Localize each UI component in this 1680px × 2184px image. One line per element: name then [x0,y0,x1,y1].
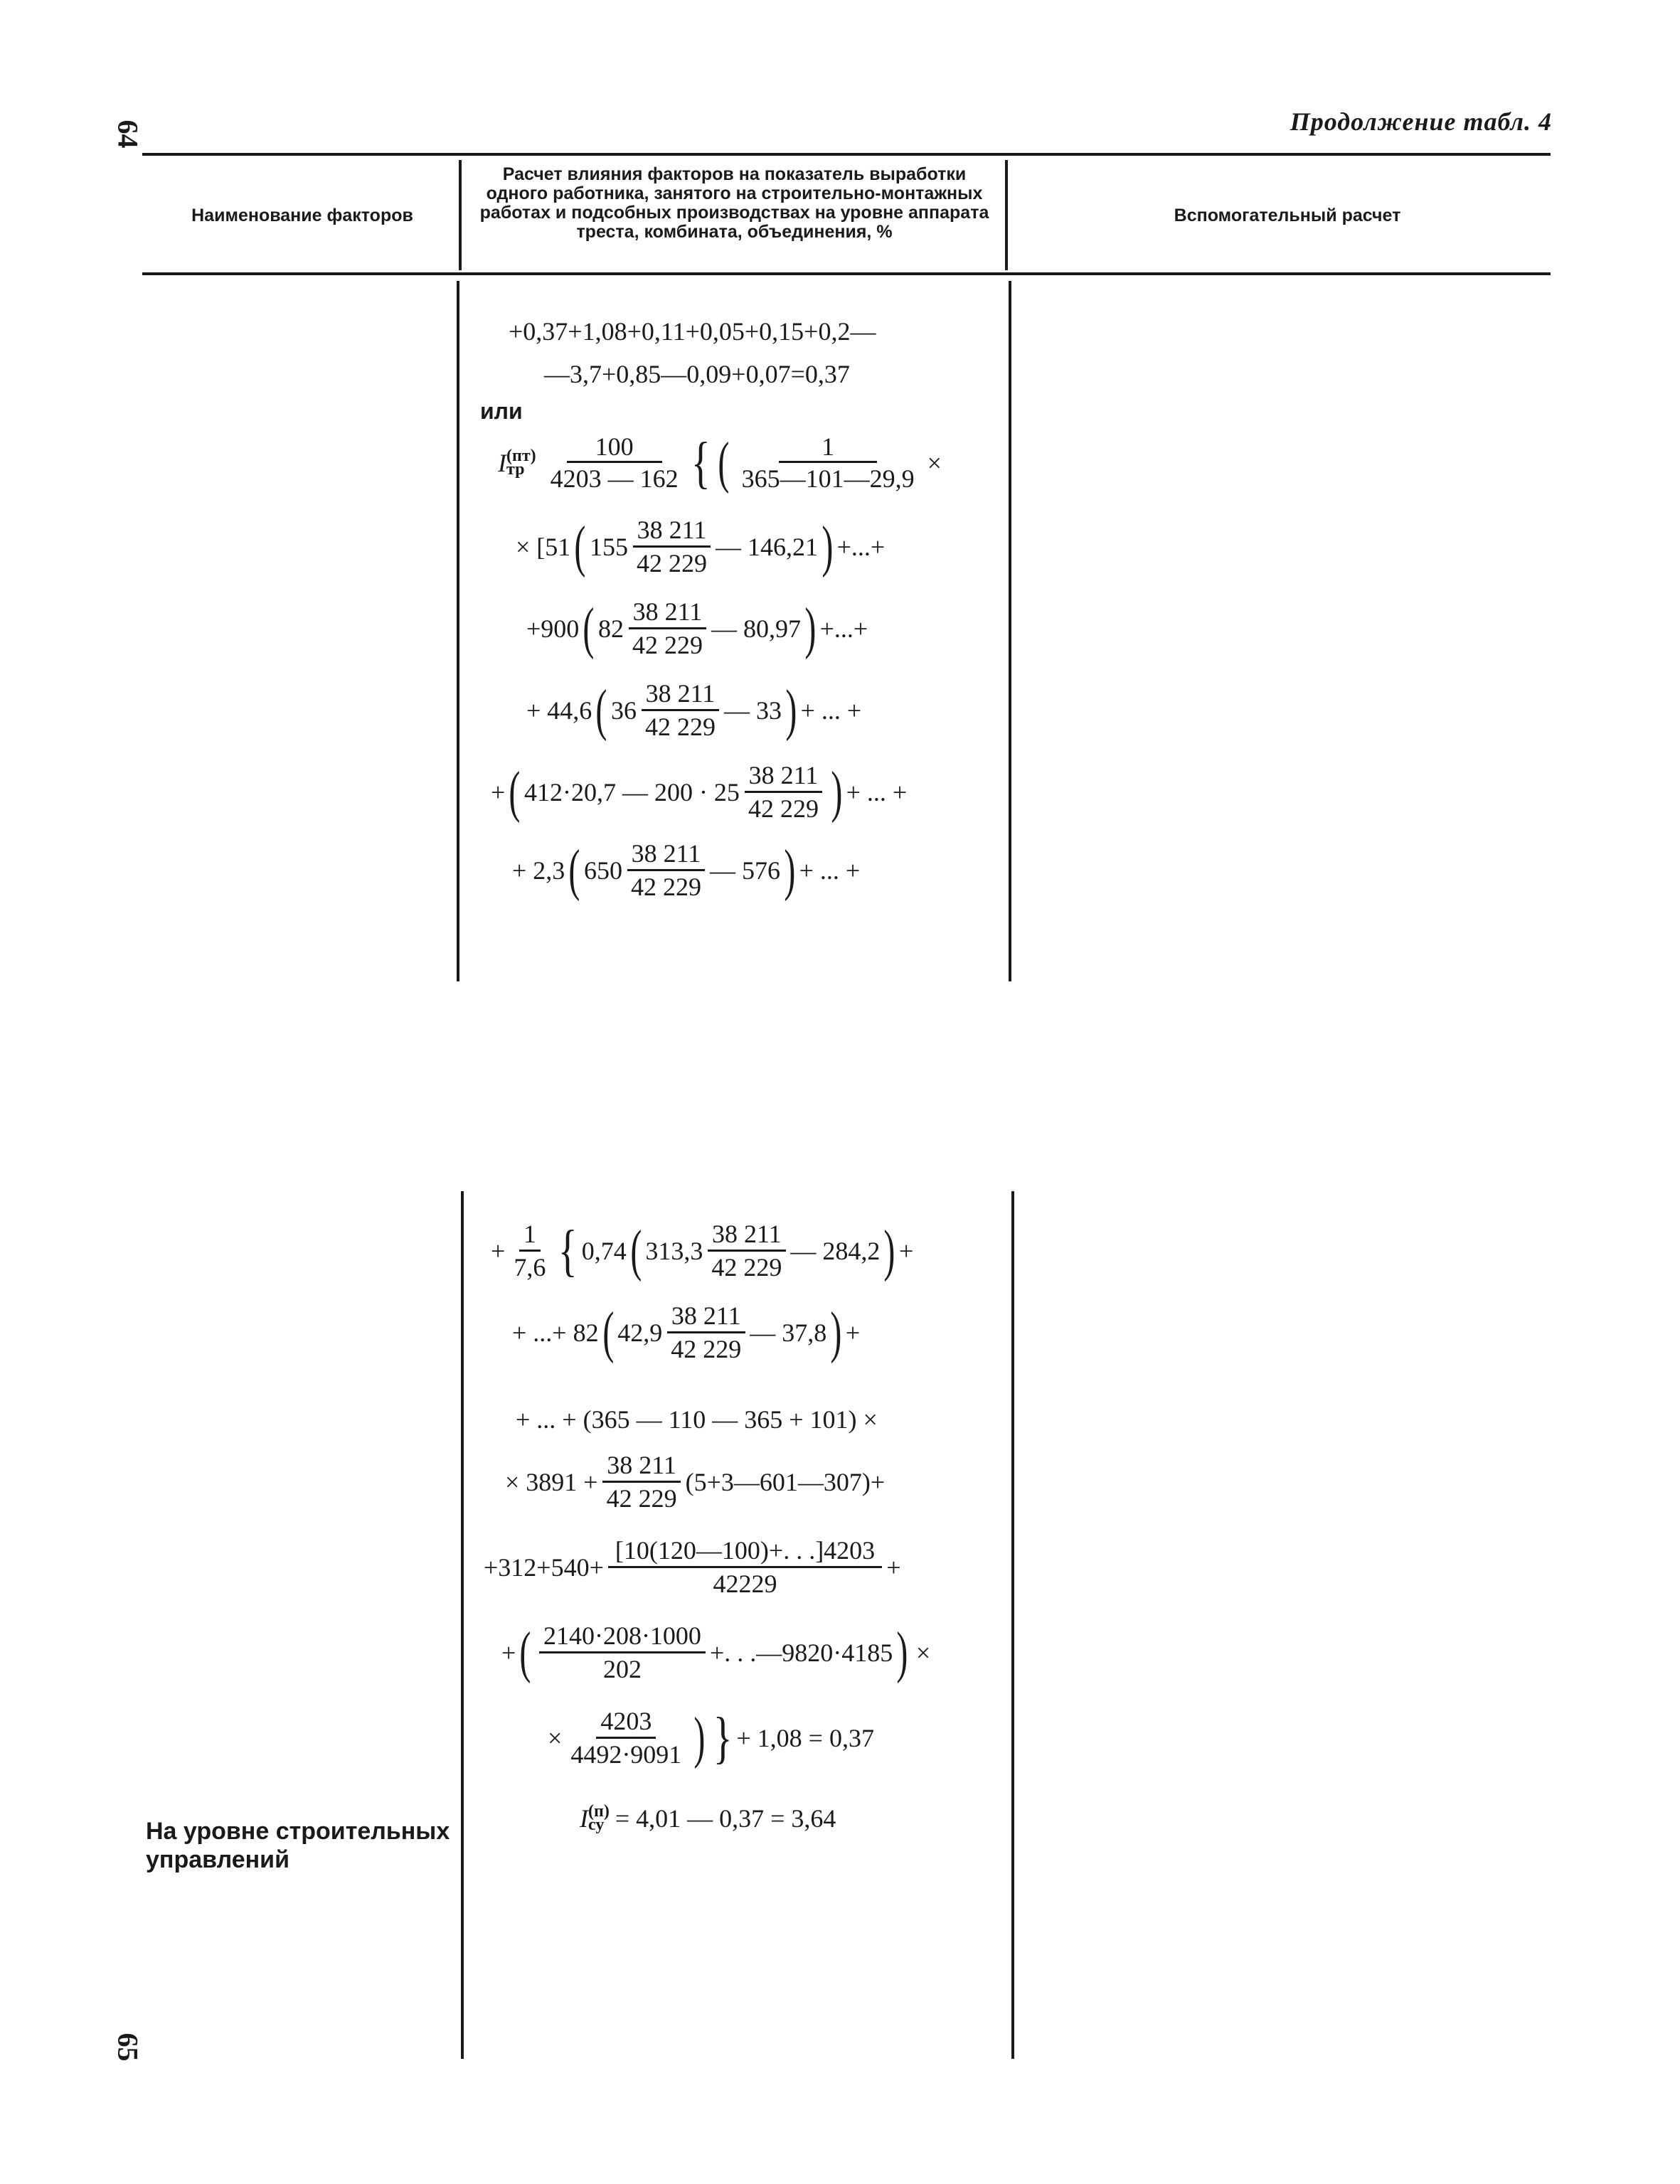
header-col-calculation: Расчет влияния факторов на показатель выработки одного работника, занятого на строительно-монтажных работах и подсобных производствах на уровне аппарата треста, комбината, объединения, % [479,164,989,242]
index-letter: I [498,448,506,477]
block1-divider-1 [457,281,459,981]
fraction-1-7-6: $\frac{1}{7,6}$ [514,1220,546,1282]
fraction-38211: $\frac{38 211}{42 229}$ [707,1220,786,1282]
fraction-38211: $\frac{38 211}{42 229}$ [641,679,720,741]
formula2-line-3: + ... + (365 — 110 — 365 + 101) × [516,1405,878,1434]
formula-text: +0,37+1,08+0,11+0,05+0,15+0,2— [509,317,876,346]
formula-row-6: + 2,3 ( 650 $\frac{38 211}{42 229}$ — 576 ) + ... + [512,838,861,902]
formula-row-2: × [51 ( 155 $\frac{38 211}{42 229}$ — 146,21 ) +...+ [516,515,886,578]
block2-divider-1 [461,1191,464,2059]
page-number-bottom: 65 [112,2033,144,2062]
fraction-2140: $\frac{2140\cdot 208\cdot 1000}{202}$ [539,1621,706,1683]
formula2-line-5: +312+540+ $\frac{[10(120—100)+. . .]4203}{42229}$ + [484,1536,901,1598]
formula-index-line [498,432,946,493]
header-col-auxiliary: Вспомогательный расчет [1174,206,1401,225]
fraction-38211: $\frac{38 211}{42 229}$ [602,1451,681,1513]
block1-divider-2 [1009,281,1011,981]
formula-line-2 [544,359,850,389]
block2-divider-2 [1011,1191,1014,2059]
formula2-line-1: + $\frac{1}{7,6}$ { 0,74 ( 313,3 $\frac{38 211}{42 229}$ — 284,2 ) + [491,1219,914,1282]
or-text: или [480,398,523,424]
formula-row-3: +900 ( 82 $\frac{38 211}{42 229}$ — 80,97 ) +...+ [526,597,868,660]
formula2-line-4: × 3891 + $\frac{38 211}{42 229}$ (5+3—601—307)+ [505,1451,886,1513]
fraction-38211: $\frac{38 211}{42 229}$ [744,761,823,823]
header-divider-1 [459,160,462,270]
header-top-rule [142,153,1551,156]
index-sup: (пт) [506,446,536,465]
formula-line-1 [509,316,876,346]
fraction-38211: $\frac{38 211}{42 229}$ [632,516,711,577]
formula2-line-8: I (п) су = 4,01 — 0,37 = 3,64 [580,1802,836,1834]
times-sign: × [927,448,942,477]
formula2-line-6: + ( $\frac{2140\cdot 208\cdot 1000}{202}$ +. . .—9820·4185 ) × [501,1621,931,1684]
formula2-line-2: + ...+ 82 ( 42,9 $\frac{38 211}{42 229}$ — 37,8 ) + [512,1301,861,1364]
page-number-top: 64 [112,119,144,149]
fraction-1: $\frac{1}{365—101—29,9}$ [741,432,915,493]
header-col-factors: Наименование факторов [191,206,413,225]
paren-open: ( [718,431,730,494]
continuation-title: Продолжение табл. 4 [1290,107,1552,136]
factor-label: На уровне строительных управлений [146,1818,450,1873]
formula-row-5: + ( 412·20,7 — 200 · 25 $\frac{38 211}{42 229}$ ) + ... + [491,760,908,824]
header-bottom-rule [142,272,1551,275]
fraction-38211: $\frac{38 211}{42 229}$ [666,1301,745,1363]
or-word [480,398,523,425]
formula-text: —3,7+0,85—0,09+0,07=0,37 [544,360,850,388]
index-sub: тр [506,459,525,479]
header-divider-2 [1005,160,1008,270]
fraction-38211: $\frac{38 211}{42 229}$ [627,839,706,901]
fraction-4203: $\frac{4203}{4492\cdot 9091}$ [570,1707,682,1769]
formula-row-4: + 44,6 ( 36 $\frac{38 211}{42 229}$ — 33 ) + ... + [526,678,862,742]
brace-open: { [691,431,711,494]
fraction-sum-4203: $\frac{[10(120—100)+. . .]4203}{42229}$ [608,1536,882,1598]
formula2-line-7: × $\frac{4203}{4492\cdot 9091}$ ) } + 1,08 = 0,37 [548,1706,874,1769]
fraction-100: $\frac{100}{4203 — 162}$ [550,432,679,493]
fraction-38211: $\frac{38 211}{42 229}$ [628,597,707,659]
